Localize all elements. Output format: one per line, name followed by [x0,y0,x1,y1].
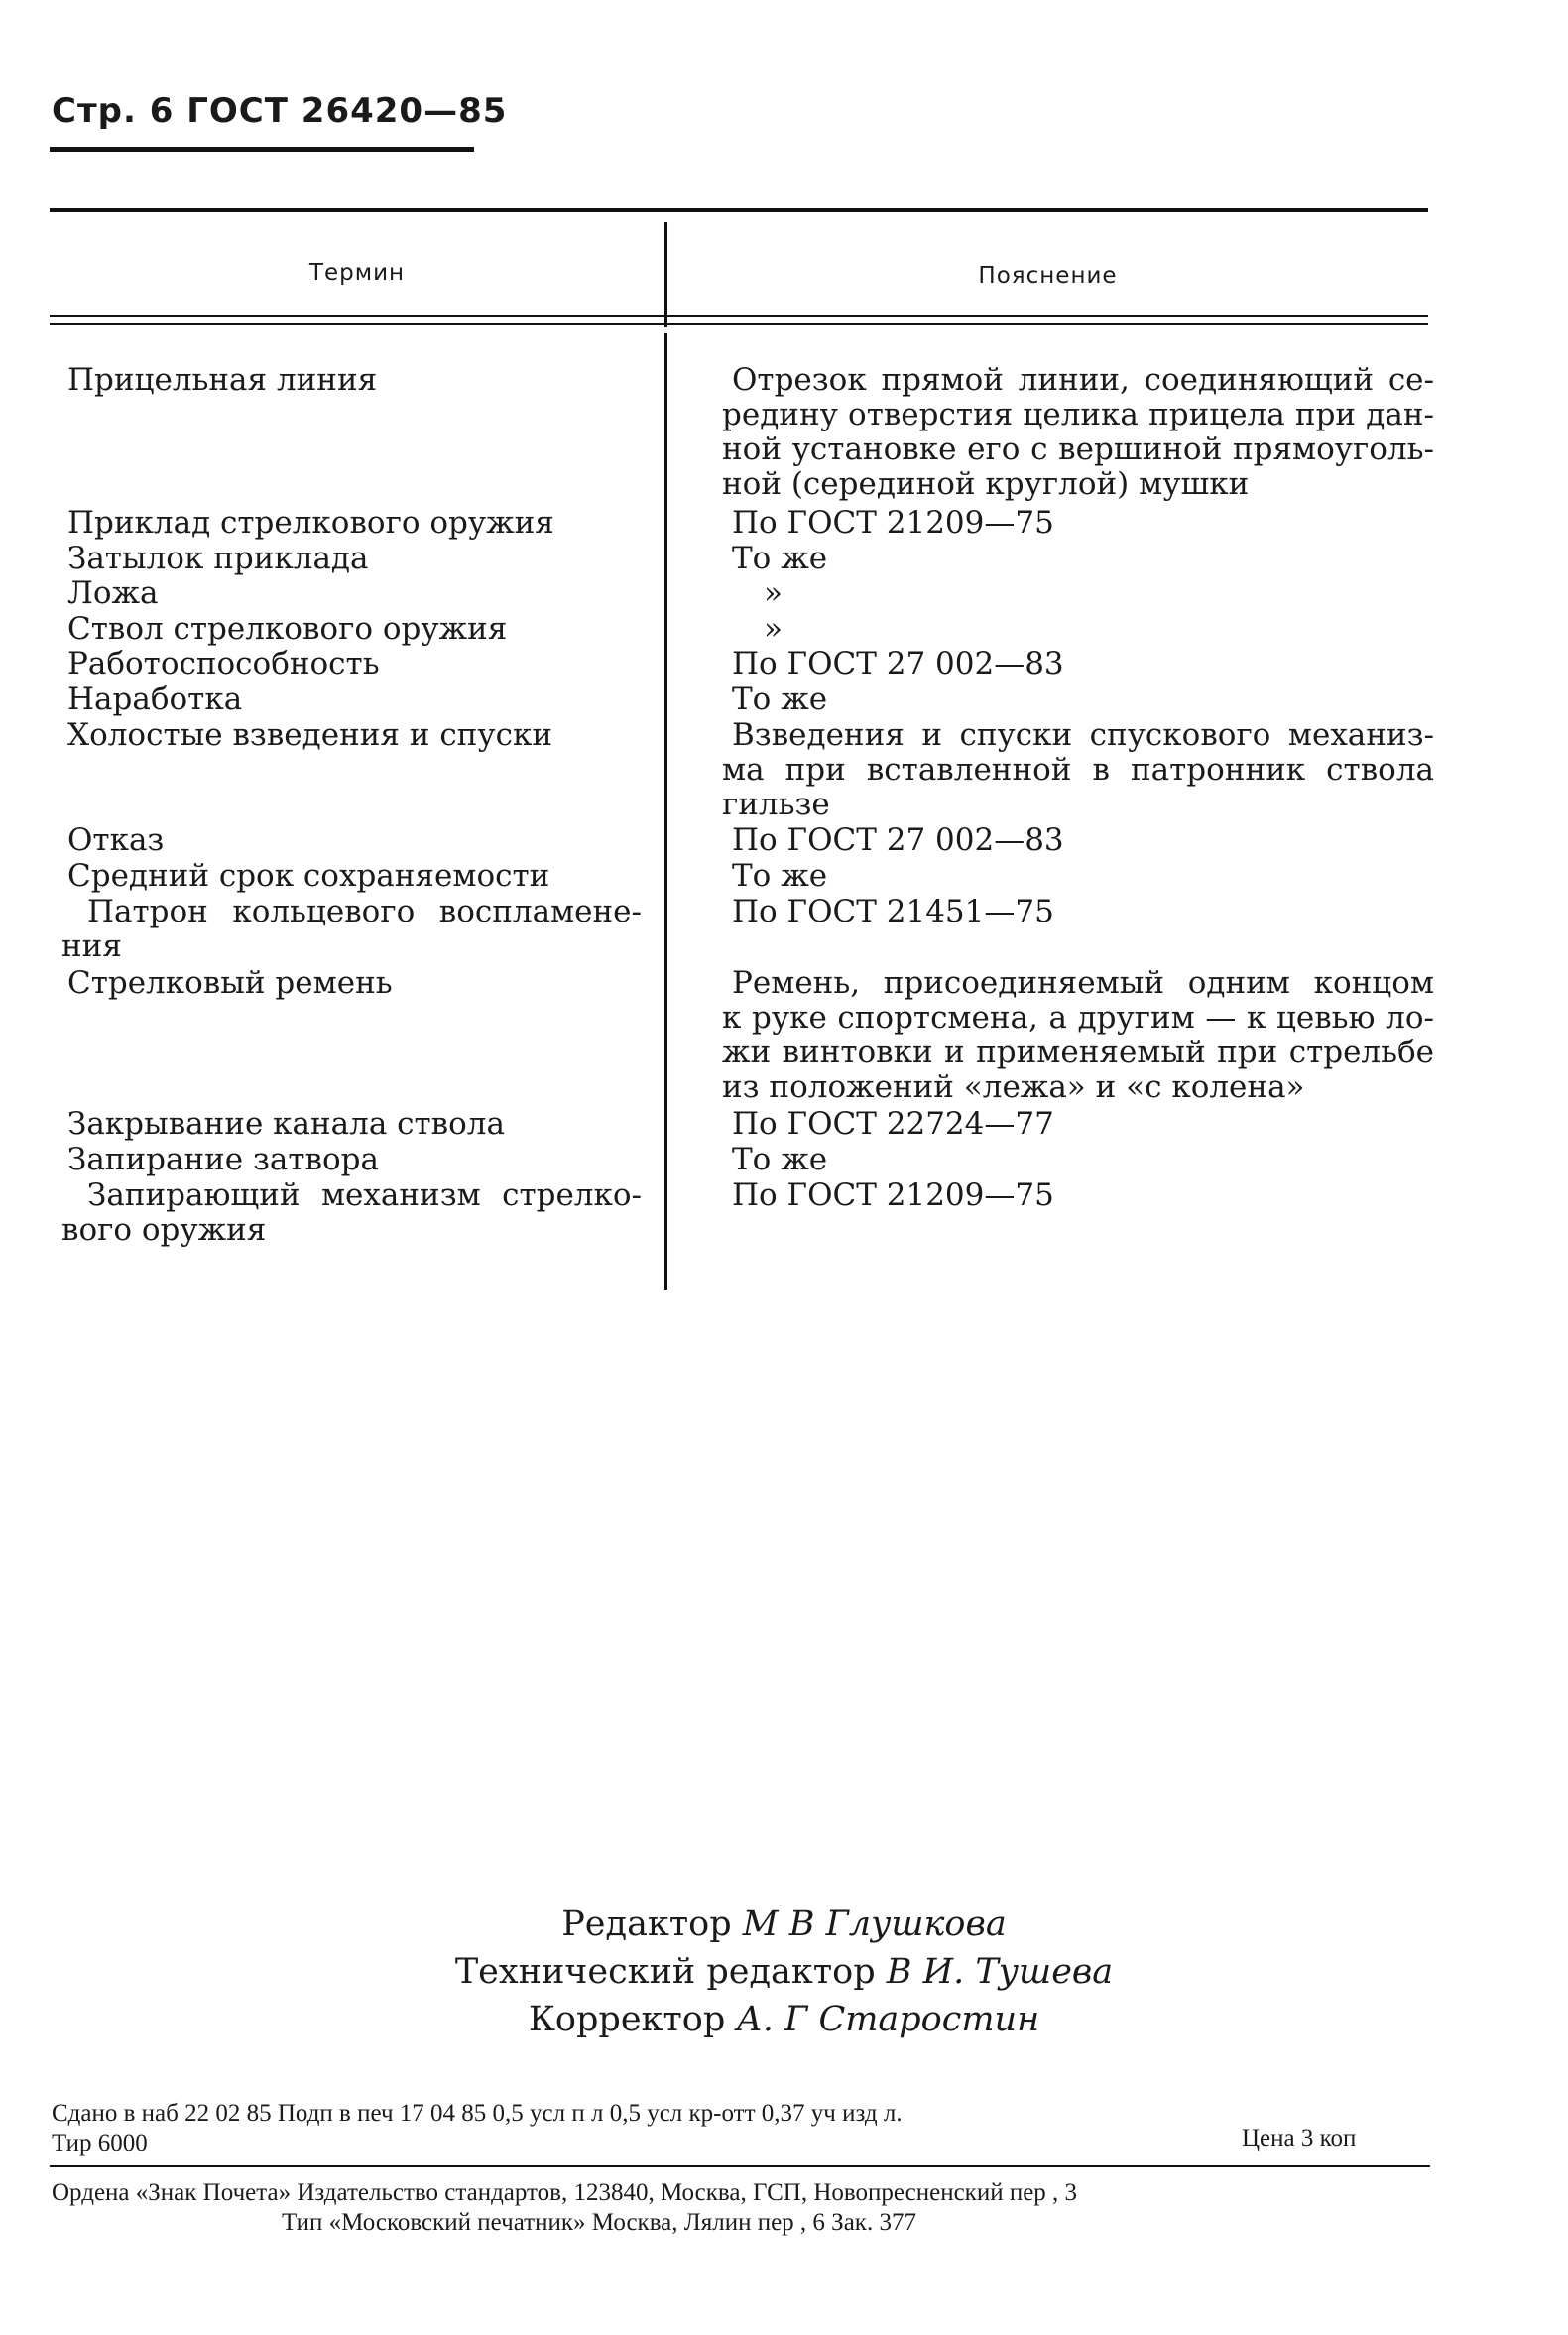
explanation-cell [732,542,1434,576]
term-cell: Закрывание канала ствола [67,1106,505,1142]
explanation-line: » [764,611,783,647]
explanation-line: Ремень, присоединяемый одним концом [732,965,1434,1001]
explanation-line: жи винтовки и применяемый при стрельбе [722,1035,1434,1070]
explanation-line: редину отверстия целика прицела при дан- [722,397,1434,432]
term-line: Запирающий механизм стрелко- [87,1177,642,1213]
term-cell [61,1177,642,1248]
explanation-line: То же [732,1142,828,1177]
explanation-cell [732,647,1434,681]
explanation-cell [722,965,1434,1105]
explanation-cell [732,1107,1434,1142]
explanation-line: По ГОСТ 22724—77 [732,1106,1054,1142]
column-header-term: Термин [308,260,406,286]
explanation-cell [722,717,1434,822]
term-cell: Ложа [67,575,159,611]
explanation-cell [732,576,1434,611]
explanation-cell [732,859,1434,894]
term-cell: Запирание затвора [67,1142,379,1177]
explanation-line: То же [732,858,828,894]
explanation-line: Взведения и спуски спускового механиз- [732,717,1434,753]
explanation-line: к руке спортсмена, а другим — к цевью ло- [722,1000,1434,1036]
explanation-line: ной установке его с вершиной прямоуголь- [722,431,1434,467]
header-bottom-rule-1 [50,315,1428,317]
explanation-cell [732,682,1434,717]
explanation-cell [732,823,1434,858]
header-bottom-rule-2 [50,323,1428,325]
credit-editor [0,1905,1568,1944]
column-header-explanation: Пояснение [978,263,1118,289]
term-line: Патрон кольцевого воспламене- [87,894,642,929]
header-underline [50,147,474,152]
imprint-price: Цена 3 коп [1242,2125,1357,2151]
explanation-line: Отрезок прямой линии, соединяющий се- [732,362,1434,398]
explanation-cell [732,1178,1434,1213]
explanation-cell [732,1143,1434,1177]
credit-tech-name: В И. Тушева [886,1952,1114,1992]
imprint-publisher: Ордена «Знак Почета» Издательство стандартов, 123840, Москва, ГСП, Новопресненский пер , 3 [52,2179,1078,2206]
credit-editor-name: М В Глушкова [742,1905,1007,1944]
term-cell: Наработка [67,681,243,717]
explanation-line: ма при вставленной в патронник ствола [722,752,1434,788]
term-cell: Работоспособность [67,646,380,681]
imprint-line-1: Сдано в наб 22 02 85 Подп в печ 17 04 85 0,5 усл п л 0,5 усл кр-отт 0,37 уч изд л. [52,2100,903,2127]
explanation-line: По ГОСТ 21451—75 [732,894,1054,929]
term-cell [61,894,642,964]
column-divider-body [664,333,667,1290]
imprint-printer: Тип «Московский печатник» Москва, Лялин пер , 6 Зак. 377 [282,2209,916,2236]
explanation-line: По ГОСТ 27 002—83 [732,822,1064,858]
term-cell: Приклад стрелкового оружия [67,505,554,541]
explanation-cell [722,362,1434,502]
credit-corr-name: А. Г Старостин [736,2000,1040,2039]
term-line: ния [61,928,122,964]
explanation-line: » [764,575,783,611]
term-cell: Отказ [67,822,165,858]
explanation-line: ной (серединой круглой) мушки [722,466,1250,502]
term-cell: Прицельная линия [67,362,378,398]
table-top-rule [50,208,1428,212]
term-cell: Стрелковый ремень [67,965,393,1001]
term-cell: Холостые взведения и спуски [67,717,552,753]
explanation-line: По ГОСТ 21209—75 [732,505,1054,541]
explanation-line: из положений «лежа» и «с колена» [722,1069,1305,1105]
term-line: вого оружия [61,1212,267,1248]
credit-tech-editor [0,1952,1568,1992]
explanation-line: гильзе [722,787,830,822]
explanation-line: То же [732,681,828,717]
credit-corrector [0,2000,1568,2039]
credit-corr-label: Корректор [528,2000,726,2039]
explanation-cell [732,506,1434,541]
credit-editor-label: Редактор [561,1905,732,1944]
explanation-cell [732,612,1434,647]
credit-tech-label: Технический редактор [454,1952,876,1992]
term-cell: Затылок приклада [67,541,369,576]
explanation-line: То же [732,541,828,576]
term-cell: Ствол стрелкового оружия [67,611,508,647]
imprint-divider [50,2165,1430,2167]
explanation-cell [732,895,1434,929]
term-cell: Средний срок сохраняемости [67,858,550,894]
imprint-circulation: Тир 6000 [52,2130,148,2156]
page-header: Стр. 6 ГОСТ 26420—85 [52,91,508,131]
explanation-line: По ГОСТ 27 002—83 [732,646,1064,681]
explanation-line: По ГОСТ 21209—75 [732,1177,1054,1213]
